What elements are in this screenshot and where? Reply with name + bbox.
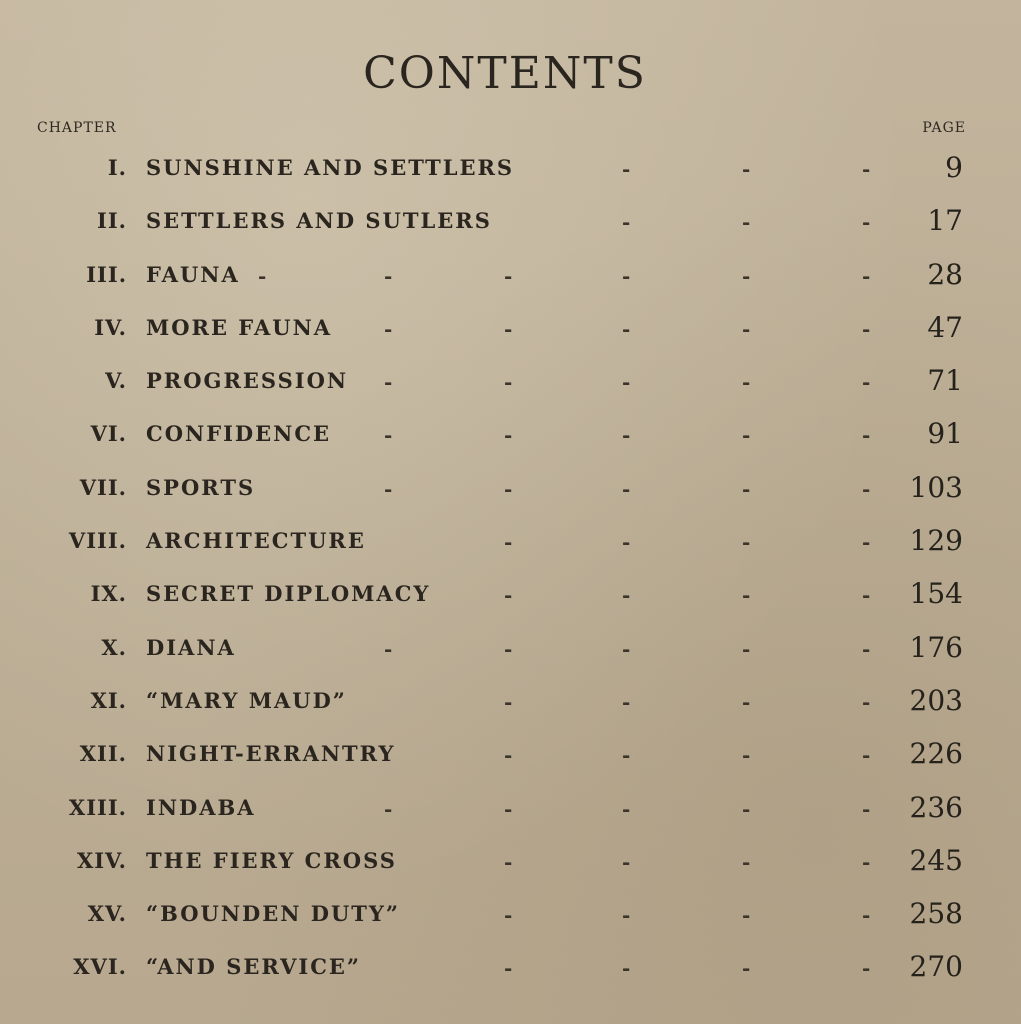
leader-dot: - [862,796,871,821]
contents-entry [0,305,1021,358]
leader-dot: - [862,689,871,714]
leader-dot: - [622,796,631,821]
leader-dot: - [862,849,871,874]
chapter-numeral: XI. [90,687,127,713]
leader-dot: - [504,636,513,661]
chapter-numeral: IX. [90,581,127,607]
leader-dot: - [742,956,751,981]
leader-dot: - [742,157,751,181]
chapter-title: CONFIDENCE [146,421,332,447]
chapter-numeral: XIII. [68,794,127,820]
leader-dot: - [862,157,871,181]
contents-entry [0,838,1021,891]
chapter-page-number: 226 [909,737,963,771]
leader-dot: - [504,796,513,821]
chapter-numeral: VIII. [68,528,127,554]
chapter-page-number: 154 [909,577,963,611]
leader-dot: - [384,370,393,395]
leader-dot: - [504,849,513,874]
leader-dot: - [622,210,631,235]
chapter-numeral: XII. [79,741,127,767]
chapter-title: PROGRESSION [146,368,349,394]
leader-dot: - [384,316,393,341]
leader-dot: - [622,530,631,555]
leader-dot: - [622,956,631,981]
leader-dot: - [384,263,393,288]
leader-dot: - [742,583,751,608]
leader-dot: - [622,157,631,181]
leader-dot: - [504,689,513,714]
leader-dot: - [384,796,393,821]
leader-dot: - [258,263,267,288]
leader-dot: - [862,210,871,235]
leader-dot: - [622,743,631,768]
chapter-page-number: 91 [927,417,963,451]
contents-entry [0,891,1021,944]
leader-dot: - [862,903,871,928]
contents-entry [0,252,1021,305]
chapter-numeral: II. [97,208,127,234]
chapter-page-number: 103 [909,470,963,504]
chapter-page-number: 203 [909,683,963,717]
leader-dot: - [862,743,871,768]
chapter-page-number: 28 [927,257,963,291]
chapter-page-number: 176 [909,630,963,664]
leader-dot: - [742,423,751,448]
leader-dot: - [742,796,751,821]
chapter-page-number: 270 [909,950,963,984]
chapter-numeral: XIV. [76,847,127,873]
contents-entry [0,198,1021,251]
chapter-page-number: 245 [909,843,963,877]
leader-dot: - [622,370,631,395]
chapter-numeral: V. [105,368,127,394]
chapter-title: ARCHITECTURE [146,528,366,554]
chapter-page-number: 236 [909,790,963,824]
leader-dot: - [862,316,871,341]
chapter-page-number: 71 [927,364,963,398]
contents-entry [0,571,1021,624]
leader-dot: - [742,316,751,341]
chapter-title: “BOUNDEN DUTY” [146,901,400,927]
leader-dot: - [384,476,393,501]
leader-dot: - [622,636,631,661]
leader-dot: - [862,956,871,981]
contents-entry [0,785,1021,838]
leader-dot: - [742,210,751,235]
leader-dot: - [862,530,871,555]
chapter-title: SETTLERS AND SUTLERS [146,208,492,234]
leader-dot: - [742,689,751,714]
leader-dot: - [742,530,751,555]
leader-dot: - [862,636,871,661]
chapter-page-number: 47 [927,310,963,344]
chapter-title: FAUNA [146,261,240,287]
contents-entry [0,145,1021,198]
contents-entry [0,944,1021,997]
leader-dot: - [862,263,871,288]
leader-dot: - [622,903,631,928]
leader-dot: - [504,530,513,555]
chapter-column-label: CHAPTER [37,120,117,136]
leader-dot: - [862,476,871,501]
leader-dot: - [622,316,631,341]
chapter-numeral: VI. [90,421,127,447]
leader-dot: - [862,583,871,608]
leader-dot: - [742,370,751,395]
chapter-title: MORE FAUNA [146,314,333,340]
leader-dot: - [504,956,513,981]
leader-dot: - [622,689,631,714]
contents-entry [0,411,1021,464]
leader-dot: - [504,476,513,501]
chapter-title: THE FIERY CROSS [146,847,397,873]
leader-dot: - [622,849,631,874]
leader-dot: - [742,903,751,928]
leader-dot: - [742,743,751,768]
chapter-title: DIANA [146,634,236,660]
leader-dot: - [384,636,393,661]
contents-entry [0,731,1021,784]
leader-dot: - [504,423,513,448]
leader-dot: - [504,583,513,608]
chapter-page-number: 258 [909,897,963,931]
chapter-page-number: 9 [945,151,963,184]
chapter-title: “AND SERVICE” [146,954,361,980]
chapter-title: NIGHT-ERRANTRY [146,741,396,767]
contents-entry [0,518,1021,571]
chapter-page-number: 17 [927,204,963,238]
contents-entry [0,625,1021,678]
leader-dot: - [742,849,751,874]
contents-entry [0,358,1021,411]
leader-dot: - [622,476,631,501]
chapter-title: INDABA [146,794,256,820]
leader-dot: - [504,370,513,395]
contents-entry [0,678,1021,731]
contents-entry [0,465,1021,518]
chapter-title: “MARY MAUD” [146,687,347,713]
leader-dot: - [622,263,631,288]
chapter-numeral: VII. [79,474,127,500]
leader-dot: - [862,370,871,395]
chapter-numeral: III. [86,261,127,287]
chapter-numeral: XVI. [73,954,127,980]
leader-dot: - [504,316,513,341]
chapter-numeral: XV. [87,901,127,927]
chapter-page-number: 129 [909,524,963,558]
page-column-label: PAGE [922,120,966,136]
chapter-numeral: I. [107,155,127,180]
chapter-numeral: IV. [94,314,127,340]
chapter-title: SECRET DIPLOMACY [146,581,431,607]
chapter-title: SUNSHINE AND SETTLERS [146,155,515,180]
leader-dot: - [622,423,631,448]
page-title: CONTENTS [363,48,647,99]
leader-dot: - [504,903,513,928]
leader-dot: - [504,263,513,288]
chapter-numeral: X. [101,634,127,660]
leader-dot: - [504,743,513,768]
contents-list [0,145,1021,998]
leader-dot: - [622,583,631,608]
leader-dot: - [862,423,871,448]
chapter-title: SPORTS [146,474,256,500]
leader-dot: - [742,263,751,288]
leader-dot: - [742,476,751,501]
leader-dot: - [384,423,393,448]
leader-dot: - [742,636,751,661]
